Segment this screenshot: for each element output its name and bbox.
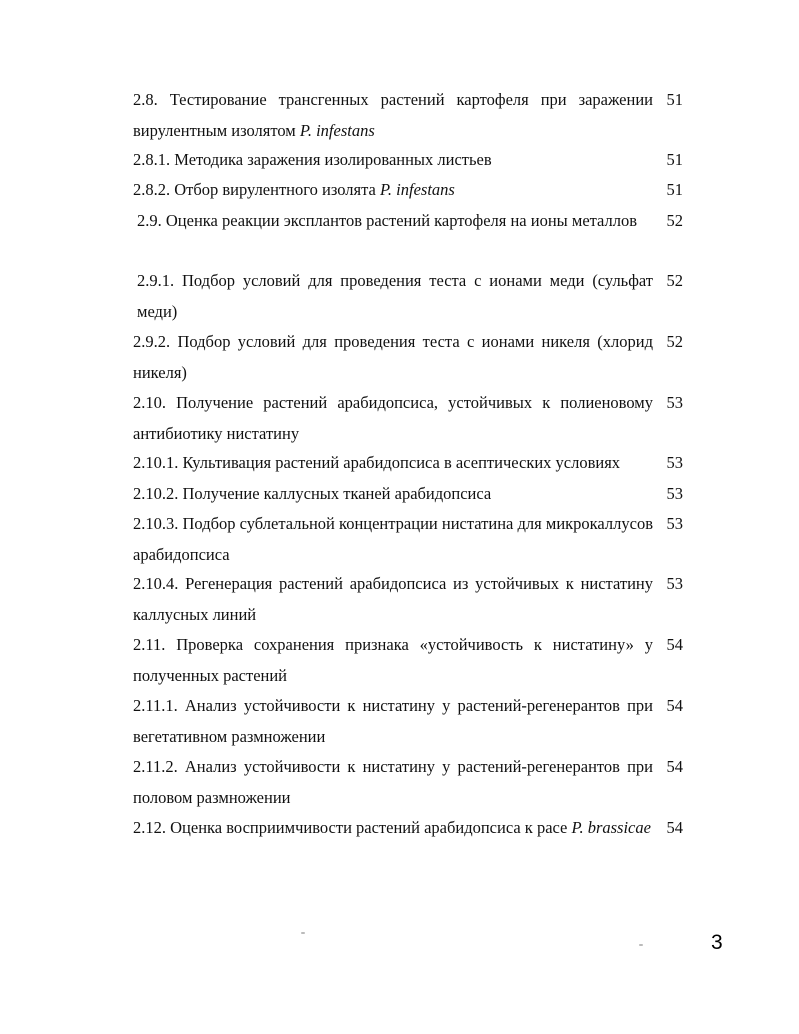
toc-entry-title: 2.8.1. Методика заражения изолированных листьев <box>133 150 492 169</box>
toc-entry <box>133 691 683 752</box>
toc-entry-italic: P. brassicae <box>571 818 651 837</box>
toc-entry <box>133 206 683 237</box>
toc-entry <box>133 569 683 630</box>
toc-entry-page: 51 <box>666 180 683 199</box>
toc-entry <box>133 752 683 813</box>
toc-entry <box>133 175 683 206</box>
toc-entry <box>133 327 683 388</box>
toc-entry-page: 54 <box>666 818 683 837</box>
toc-entry-page: 52 <box>666 271 683 290</box>
toc-entry-title: 2.8.2. Отбор вирулентного изолята P. infestans <box>133 180 455 199</box>
toc-entry <box>133 448 683 479</box>
toc-entry <box>133 813 683 844</box>
toc-entry-title: 2.11. Проверка сохранения признака «устойчивость к нистатину» у полученных растений <box>133 635 653 685</box>
toc-entry <box>133 630 683 691</box>
scan-speck <box>639 944 643 946</box>
toc-entry-page: 53 <box>666 393 683 412</box>
toc-entry <box>133 388 683 449</box>
toc-entry-title: 2.10.4. Регенерация растений арабидопсиса из устойчивых к нистатину каллусных линий <box>133 574 653 624</box>
toc-entry <box>133 266 683 327</box>
toc-entry-title: 2.10.2. Получение каллусных тканей арабидопсиса <box>133 484 492 503</box>
toc-entry-page: 53 <box>666 484 683 503</box>
toc-entry <box>133 85 683 146</box>
toc-entry <box>133 479 683 510</box>
toc-entry-title: 2.9. Оценка реакции эксплантов растений картофеля на ионы металлов <box>137 211 638 230</box>
toc-entry-title: 2.12. Оценка восприимчивости растений арабидопсиса к расе P. brassicae <box>133 818 651 837</box>
scan-speck <box>301 932 305 934</box>
toc-entry-title: 2.10.3. Подбор сублетальной концентрации нистатина для микрокаллусов арабидопсиса <box>133 514 653 564</box>
toc-entry-title: 2.9.1. Подбор условий для проведения теста с ионами меди (сульфат меди) <box>137 271 653 321</box>
toc-entry-page: 54 <box>666 757 683 776</box>
toc-entry-page: 53 <box>666 574 683 593</box>
page-number: 3 <box>711 931 723 954</box>
toc-entry-page: 53 <box>666 514 683 533</box>
toc-entry-page: 52 <box>666 211 683 230</box>
toc-entry-title: 2.11.1. Анализ устойчивости к нистатину у растений-регенерантов при вегетативном размножении <box>133 696 653 746</box>
toc-entry <box>133 509 683 570</box>
toc-entry-page: 54 <box>666 635 683 654</box>
toc-entry-italic: P. infestans <box>299 120 375 140</box>
toc-entry-italic: P. infestans <box>379 180 455 199</box>
toc-entry <box>133 145 683 176</box>
toc-entry-page: 54 <box>666 696 683 715</box>
toc-entry-page: 52 <box>666 332 683 351</box>
toc-entry-title: 2.9.2. Подбор условий для проведения теста с ионами никеля (хлорид никеля) <box>133 332 653 382</box>
toc-entry-page: 51 <box>666 150 683 169</box>
toc-entry-title: 2.10.1. Культивация растений арабидопсиса в асептических условиях <box>133 453 621 472</box>
toc-entry-title: 2.8. Тестирование трансгенных растений картофеля при заражении вирулентным изолятом P. infestans <box>133 90 653 140</box>
toc-entry-page: 53 <box>666 453 683 472</box>
toc-entry-page: 51 <box>666 90 683 109</box>
toc-entry-title: 2.10. Получение растений арабидопсиса, устойчивых к полиеновому антибиотику нистатину <box>133 393 653 443</box>
toc-entry-title: 2.11.2. Анализ устойчивости к нистатину у растений-регенерантов при половом размножении <box>133 757 653 807</box>
